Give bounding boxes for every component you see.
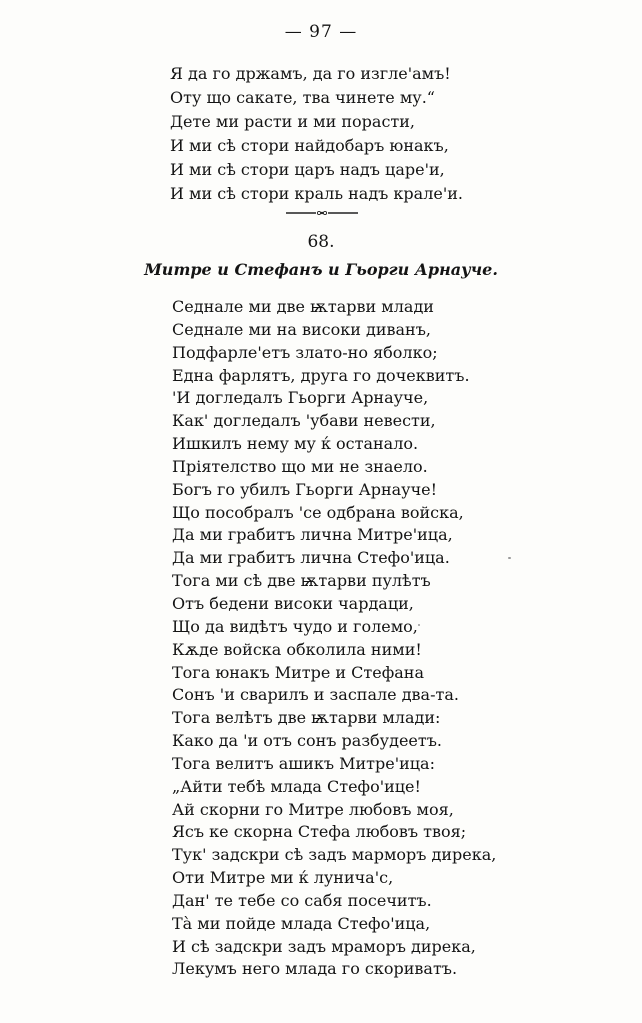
verse-line: Ишкилъ нему му ќ останало. — [172, 434, 419, 454]
verse-line: Една фарлятъ, друга го дочеквитъ. — [172, 365, 470, 385]
verse-line: Сонъ 'и сварилъ и заспале два-та. — [172, 685, 459, 705]
verse-line: Богъ го убилъ Гьорги Арнауче! — [172, 479, 438, 499]
verse-line: Да ми грабитъ лична Стефо'ица. — [172, 548, 450, 568]
poem-body — [172, 296, 496, 981]
verse-line: 'И догледалъ Гьорги Арнауче, — [172, 388, 429, 408]
verse-line: Дете ми расти и ми порасти, — [170, 112, 416, 131]
song-title: Митре и Стефанъ и Гьорги Арнауче. — [144, 260, 498, 279]
page-number: — 97 — — [284, 22, 358, 42]
section-divider — [286, 210, 358, 216]
verse-line: Оту що сакате, тва чинете му.“ — [170, 88, 435, 107]
verse-line: Дан' те тебе со сабя посечитъ. — [172, 890, 432, 910]
verse-line: И ми сѣ стори найдобаръ юнакъ, — [170, 136, 449, 155]
verse-line: Седнале ми на високи диванъ, — [172, 319, 431, 339]
verse-line: Що пособралъ 'се одбрана войска, — [172, 502, 464, 522]
verse-line: Како да 'и отъ сонъ разбудеетъ. — [172, 731, 442, 751]
verse-line: Оти Митре ми ќ лунича'с, — [172, 868, 394, 888]
verse-line: Отъ бедени високи чардаци, — [172, 593, 414, 613]
verse-line: Тога велитъ ашикъ Митре'ица: — [172, 753, 435, 773]
paper-speck — [508, 557, 511, 559]
verse-line: Тога велѣтъ две ѭтарви млади: — [172, 708, 441, 728]
verse-line: И ми сѣ стори царъ надъ царе'и, — [170, 160, 445, 179]
verse-line: Тога ми сѣ две ѭтарви пулѣтъ — [172, 571, 431, 591]
top-stanza — [170, 62, 463, 206]
verse-line: „Айти тебѣ млада Стефо'ице! — [172, 776, 421, 796]
verse-line: Седнале ми две ѭтарви млади — [172, 297, 434, 316]
verse-line: Тà ми пойде млада Стефо'ица, — [172, 913, 431, 933]
verse-line: И сѣ задскри задъ мраморъ дирека, — [172, 936, 476, 956]
paper-speck — [418, 624, 420, 626]
verse-line: Ясъ ке скорна Стефа любовъ твоя; — [172, 822, 467, 842]
verse-line: Я да го држамъ, да го изгле'амъ! — [170, 64, 451, 83]
verse-line: Да ми грабитъ лична Митре'ица, — [172, 525, 453, 545]
verse-line: Пріятелство що ми не знаело. — [172, 456, 428, 476]
verse-line: Лекумъ него млада го скориватъ. — [172, 959, 458, 979]
verse-line: Ай скорни го Митре любовъ моя, — [172, 799, 454, 819]
verse-line: Кѫде войска обколила ними! — [172, 639, 422, 659]
verse-line: Подфарле'етъ злато-но яболко; — [172, 342, 438, 362]
verse-line: Как' догледалъ 'убави невести, — [172, 411, 436, 431]
verse-line: Тога юнакъ Митре и Стефана — [172, 662, 424, 682]
verse-line: Тук' задскри сѣ задъ марморъ дирека, — [172, 845, 497, 865]
verse-line: Що да видѣтъ чудо и големо, — [172, 616, 418, 636]
verse-line: И ми сѣ стори краль надъ крале'и. — [170, 184, 463, 203]
song-number: 68. — [307, 232, 335, 252]
